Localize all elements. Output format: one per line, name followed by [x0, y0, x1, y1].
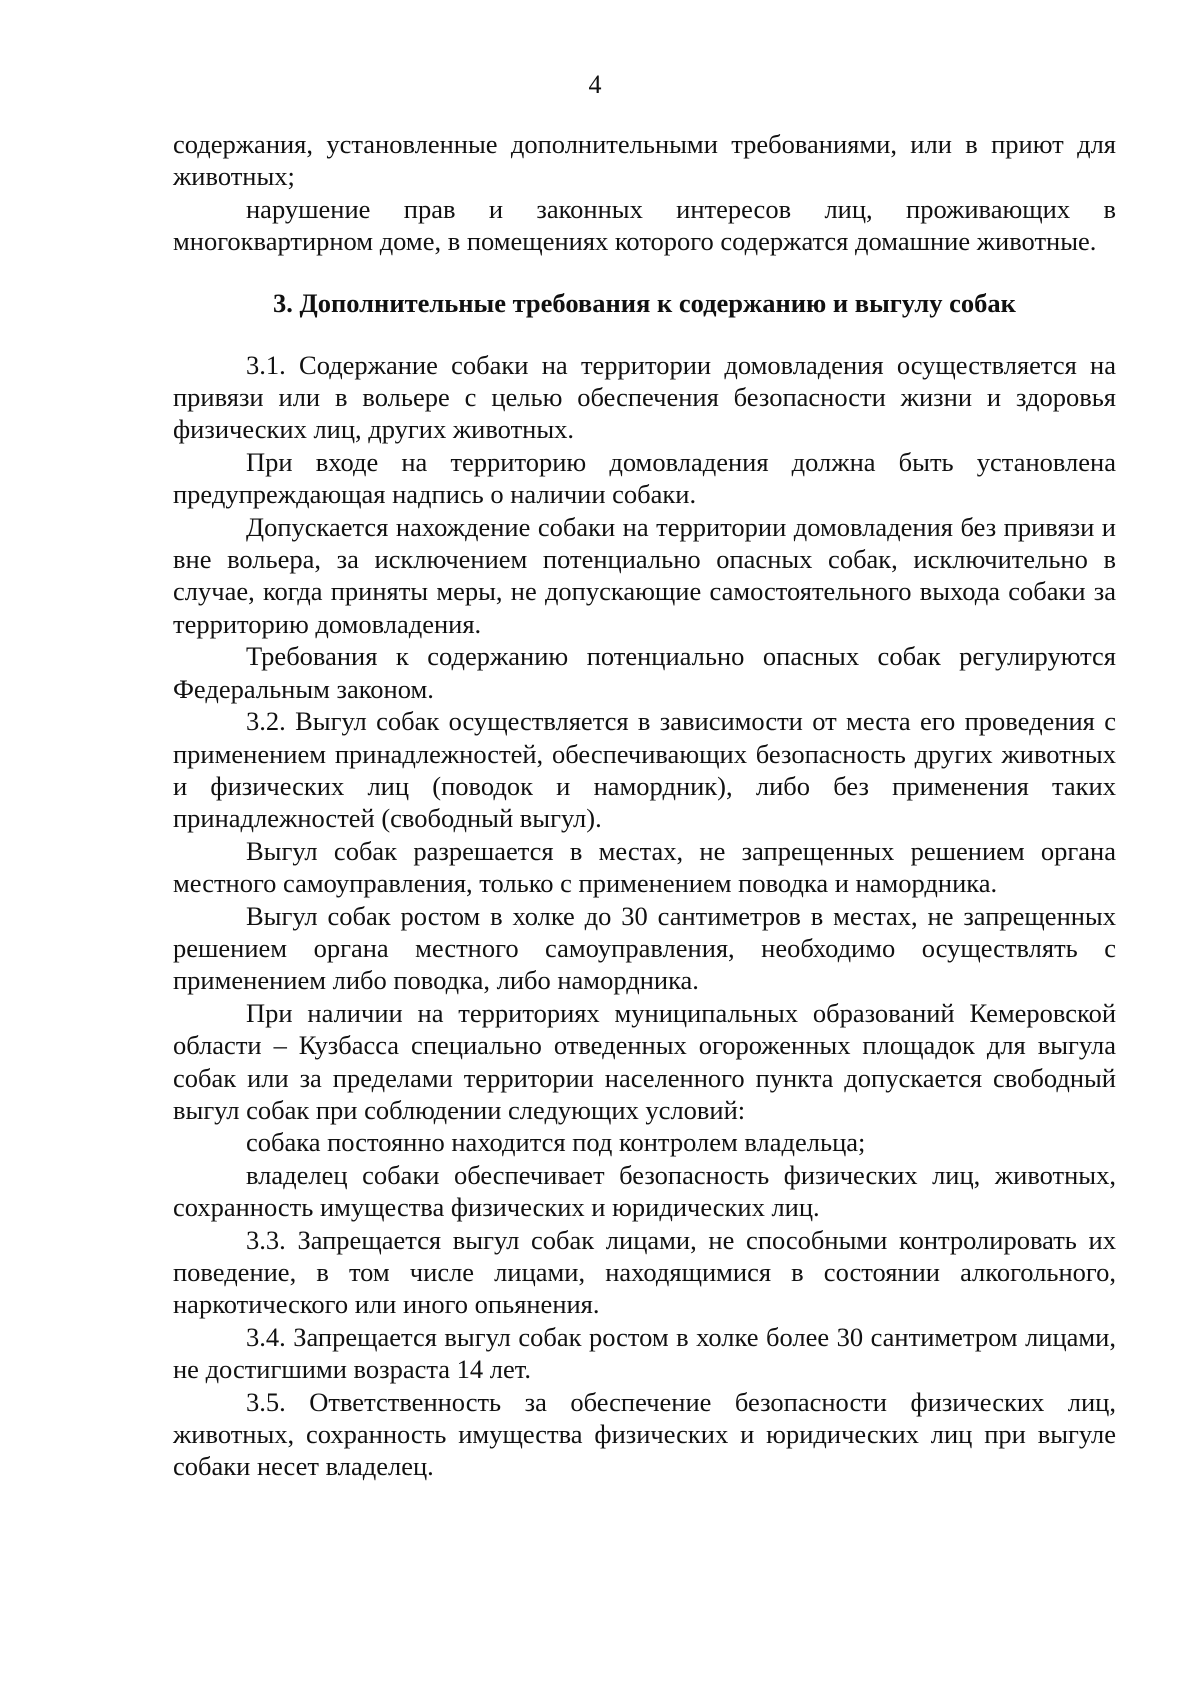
paragraph-3-1: 3.1. Содержание собаки на территории домовладения осуществляется на привязи или в вольере с целью обеспечения безопасности жизни и здоровья физических лиц, других животных.: [173, 349, 1116, 445]
paragraph-3-5: 3.5. Ответственность за обеспечение безопасности физических лиц, животных, сохранность имущества физических и юридических лиц при выгуле собаки несет владелец.: [173, 1386, 1116, 1482]
paragraph-condition-safety: владелец собаки обеспечивает безопасность физических лиц, животных, сохранность имущества физических и юридических лиц.: [173, 1159, 1116, 1223]
page-number: 4: [588, 70, 602, 99]
paragraph-condition-control: собака постоянно находится под контролем владельца;: [246, 1127, 866, 1158]
paragraph-continuation: содержания, установленные дополнительными требованиями, или в приют для животных;: [173, 129, 1116, 192]
document-body: [173, 128, 1116, 1483]
paragraph-dangerous-dogs: Требования к содержанию потенциально опасных собак регулируются Федеральным законом.: [173, 641, 1116, 704]
paragraph-walking-allowed: Выгул собак разрешается в местах, не запрещенных решением органа местного самоуправления, только с применением поводка и намордника.: [173, 835, 1116, 899]
paragraph-violation-rights: нарушение прав и законных интересов лиц, проживающих в многоквартирном доме, в помещениях которого содержатся домашние животные.: [173, 193, 1116, 257]
paragraph-3-3: 3.3. Запрещается выгул собак лицами, не способными контролировать их поведение, в том числе лицами, находящимися в состоянии алкогольного, наркотического или иного опьянения.: [173, 1224, 1116, 1320]
paragraph-warning-sign: При входе на территорию домовладения должна быть установлена предупреждающая надпись о наличии собаки.: [173, 446, 1116, 510]
section-title: 3. Дополнительные требования к содержанию и выгулу собак: [273, 287, 1016, 318]
paragraph-3-4: 3.4. Запрещается выгул собак ростом в холке более 30 сантиметром лицами, не достигшими возраста 14 лет.: [173, 1321, 1116, 1385]
paragraph-unleashed-allowed: Допускается нахождение собаки на территории домовладения без привязи и вне вольера, за исключением потенциально опасных собак, исключительно в случае, когда приняты меры, не допускающие самостоятельного выхода собаки за территорию домовладения.: [173, 511, 1116, 639]
paragraph-3-2: 3.2. Выгул собак осуществляется в зависимости от места его проведения с применением принадлежностей, обеспечивающих безопасность других животных и физических лиц (поводок и намордник), либо без применения таких принадлежностей (свободный выгул).: [173, 706, 1116, 834]
paragraph-small-dogs: Выгул собак ростом в холке до 30 сантиметров в местах, не запрещенных решением органа местного самоуправления, необходимо осуществлять с применением либо поводка, либо намордника.: [173, 900, 1116, 996]
paragraph-free-walking: При наличии на территориях муниципальных образований Кемеровской области – Кузбасса специально отведенных огороженных площадок для выгула собак или за пределами территории населенного пункта допускается свободный выгул собак при соблюдении следующих условий:: [173, 997, 1116, 1125]
